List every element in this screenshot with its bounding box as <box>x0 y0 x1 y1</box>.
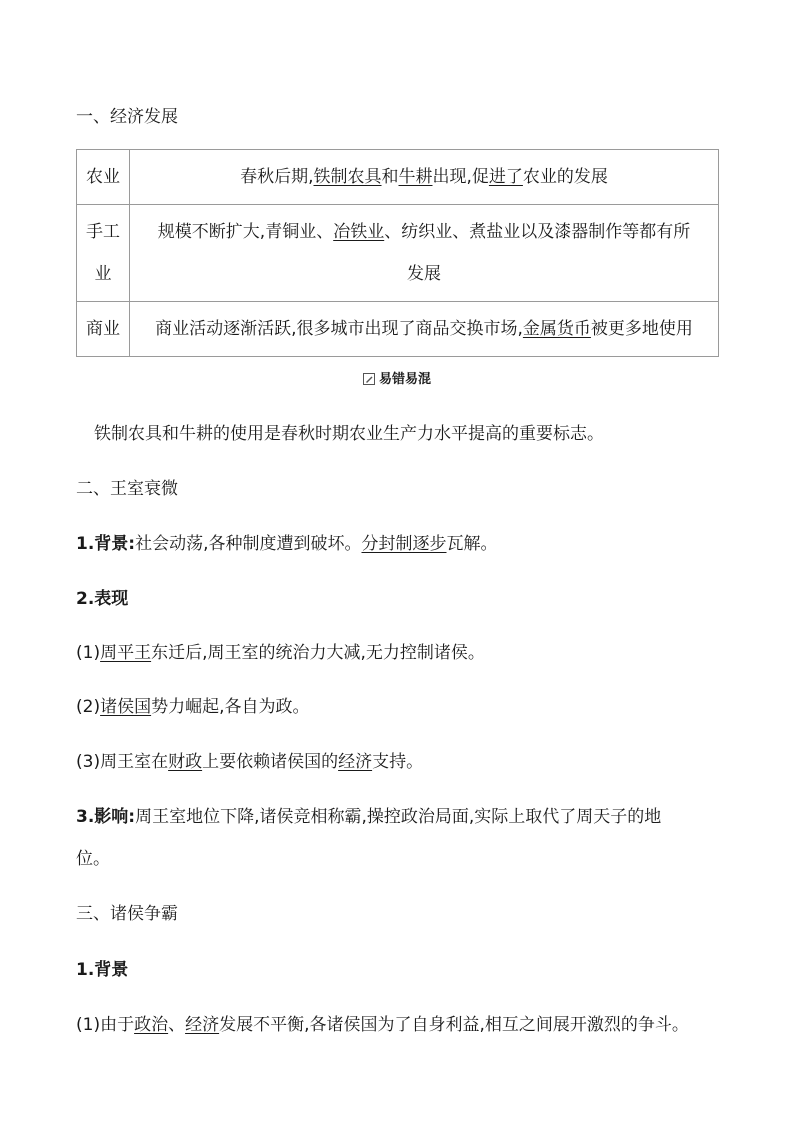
list-item <box>76 752 423 772</box>
text-segment: 被更多地使用 <box>590 319 693 339</box>
text-segment: 规模不断扩大,青铜业、 <box>157 222 334 242</box>
background-text <box>135 534 497 554</box>
row-description <box>130 150 719 205</box>
underlined-keyword: 进了 <box>488 167 523 187</box>
note-text: 铁制农具和牛耕的使用是春秋时期农业生产力水平提高的重要标志。 <box>94 424 604 444</box>
underlined-keyword: 经济 <box>185 1015 220 1035</box>
underlined-keyword: 牛耕 <box>398 167 433 187</box>
row-description <box>130 302 719 357</box>
text-segment: 商业活动逐渐活跃,很多城市出现了商品交换市场, <box>155 319 523 339</box>
impact-label: 3.影响: <box>76 807 136 827</box>
text-segment: 瓦解。 <box>446 534 498 554</box>
text-segment: 发展不平衡,各诸侯国为了自身利益,相互之间展开激烈的争斗。 <box>219 1015 689 1035</box>
text-segment: 东迁后,周王室的统治力大减,无力控制诸侯。 <box>151 643 485 663</box>
row-category-line: 业 <box>94 264 112 284</box>
text-segment: (1)由于 <box>76 1015 135 1035</box>
text-segment: 上要依赖诸侯国的 <box>202 752 339 772</box>
section-heading-economy: 一、经济发展 <box>76 107 178 127</box>
hegemony-background-label: 1.背景 <box>76 960 129 980</box>
underlined-keyword: 政治 <box>134 1015 169 1035</box>
list-item <box>76 643 485 663</box>
text-segment: 农业的发展 <box>522 167 608 187</box>
text-segment: 支持。 <box>372 752 424 772</box>
list-item <box>76 1015 689 1035</box>
underlined-keyword: 分封制逐步 <box>361 534 447 554</box>
row-category: 商业 <box>77 302 130 357</box>
underlined-keyword: 金属货币 <box>522 319 591 339</box>
row-category <box>77 205 130 302</box>
manifest-label: 2.表现 <box>76 589 129 609</box>
table-row <box>77 150 719 205</box>
economy-table <box>76 149 719 357</box>
underlined-keyword: 财政 <box>168 752 203 772</box>
underlined-keyword: 冶铁业 <box>333 222 385 242</box>
note-heading <box>0 372 794 388</box>
background-label: 1.背景: <box>76 534 136 554</box>
text-segment: 春秋后期, <box>240 167 314 187</box>
text-segment: 、 <box>168 1015 186 1035</box>
text-segment: (3)周王室在 <box>76 752 169 772</box>
table-row <box>77 302 719 357</box>
table-row <box>77 205 719 302</box>
section-heading-hegemony: 三、诸侯争霸 <box>76 904 178 924</box>
text-segment: 、纺织业、煮盐业以及漆器制作等都有所 <box>384 222 691 242</box>
underlined-keyword: 诸侯国 <box>100 697 152 717</box>
list-item <box>76 697 310 717</box>
underlined-keyword: 铁制农具 <box>313 167 382 187</box>
row-description <box>130 205 719 302</box>
text-segment: 社会动荡,各种制度遭到破坏。 <box>135 534 362 554</box>
impact-text: 周王室地位下降,诸侯竞相称霸,操控政治局面,实际上取代了周天子的地 <box>135 807 662 827</box>
row-category-line: 手工 <box>86 222 120 242</box>
impact-paragraph <box>76 807 661 827</box>
text-segment: 出现,促 <box>432 167 489 187</box>
impact-text-continued: 位。 <box>76 849 110 869</box>
text-segment: 发展 <box>407 264 441 284</box>
text-segment: (1) <box>76 643 101 663</box>
underlined-keyword: 周平王 <box>100 643 152 663</box>
underlined-keyword: 经济 <box>338 752 373 772</box>
note-title: 易错易混 <box>378 372 431 387</box>
row-category: 农业 <box>77 150 130 205</box>
section-heading-decline: 二、王室衰微 <box>76 479 178 499</box>
text-segment: (2) <box>76 697 101 717</box>
text-segment: 势力崛起,各自为政。 <box>151 697 310 717</box>
text-segment: 和 <box>381 167 399 187</box>
note-pen-icon <box>363 373 375 385</box>
background-paragraph <box>76 534 498 554</box>
